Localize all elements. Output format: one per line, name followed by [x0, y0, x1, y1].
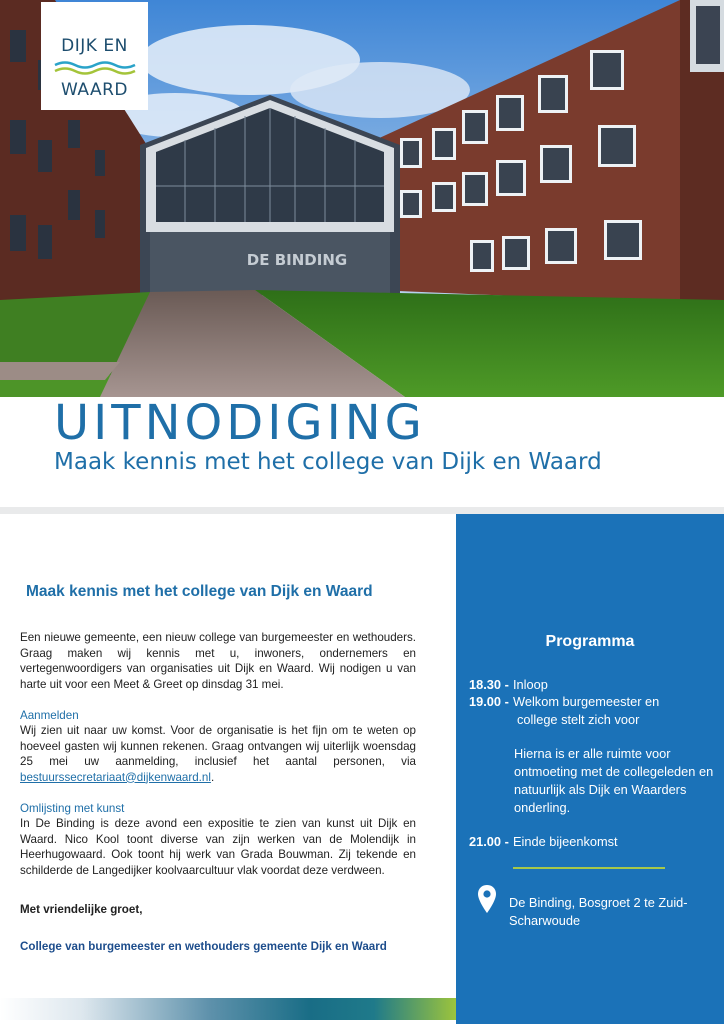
program-time: 19.00 - — [469, 694, 509, 709]
register-text: Wij zien uit naar uw komst. Voor de organisatie is het fijn om te weten op hoeveel gasten wij kunnen rekenen. Graag ontvangen wij uiterlijk woensdag 25 mei uw aanmelding, inclusief het aantal personen, via — [20, 724, 416, 768]
register-email-link[interactable]: bestuurssecretariaat@dijkenwaard.nl — [20, 770, 211, 784]
program-note: Hierna is er alle ruimte voor ontmoeting met de collegeleden en natuurlijk als Dijk en Waarders onderling. — [514, 746, 714, 815]
greeting: Met vriendelijke groet, — [20, 903, 143, 916]
panel-divider — [513, 867, 665, 869]
map-pin-icon — [477, 884, 497, 914]
program-event: Inloop — [513, 677, 548, 692]
program-time: 18.30 - — [469, 677, 509, 692]
register-heading: Aanmelden — [20, 709, 79, 722]
logo-text-bottom: WAARD — [60, 80, 128, 100]
program-panel — [456, 514, 724, 1024]
footer-gradient-strip — [0, 998, 456, 1020]
event-location: De Binding, Bosgroet 2 te Zuid-Scharwoude — [509, 895, 688, 928]
building-sign: DE BINDING — [246, 251, 348, 269]
art-heading: Omlijsting met kunst — [20, 802, 125, 815]
intro-paragraph: Een nieuwe gemeente, een nieuw college van burgemeester en wethouders. Graag maken wij kennis met u, inwoners, ondernemers en vertegenwoordigers van organisaties uit Dijk en Waard. Wij nodigen u van harte uit voor een Meet & Greet op dinsdag 31 mei. — [20, 631, 416, 691]
title-band — [0, 397, 724, 507]
invitation-subtitle: Maak kennis met het college van Dijk en Waard — [54, 449, 602, 475]
program-event-continued: college stelt zich voor — [517, 712, 640, 727]
register-paragraph — [20, 723, 416, 785]
program-title: Programma — [545, 633, 635, 650]
hero-photo — [0, 0, 724, 397]
program-event: Welkom burgemeester en — [513, 694, 660, 709]
divider — [0, 507, 724, 514]
art-paragraph: In De Binding is deze avond een expositie te zien van kunst uit Dijk en Waard. Nico Kool toont diverse van zijn werken van de Molendijk in Heerhugowaard. Ook toont hij werk van Grada Bouwman. Zij tekende en schilderde de Langedijker koolvaarcultuur vlak voordat deze verdween. — [20, 817, 416, 877]
program-time: 21.00 - — [469, 834, 509, 849]
waves-icon — [53, 60, 136, 76]
municipality-logo — [41, 2, 148, 110]
invitation-title: UITNODIGING — [54, 395, 426, 451]
body-heading: Maak kennis met het college van Dijk en Waard — [26, 583, 373, 600]
register-end: . — [210, 770, 215, 784]
program-event: Einde bijeenkomst — [513, 834, 618, 849]
logo-text-top: DIJK EN — [61, 36, 128, 56]
signature: College van burgemeester en wethouders gemeente Dijk en Waard — [20, 940, 387, 953]
